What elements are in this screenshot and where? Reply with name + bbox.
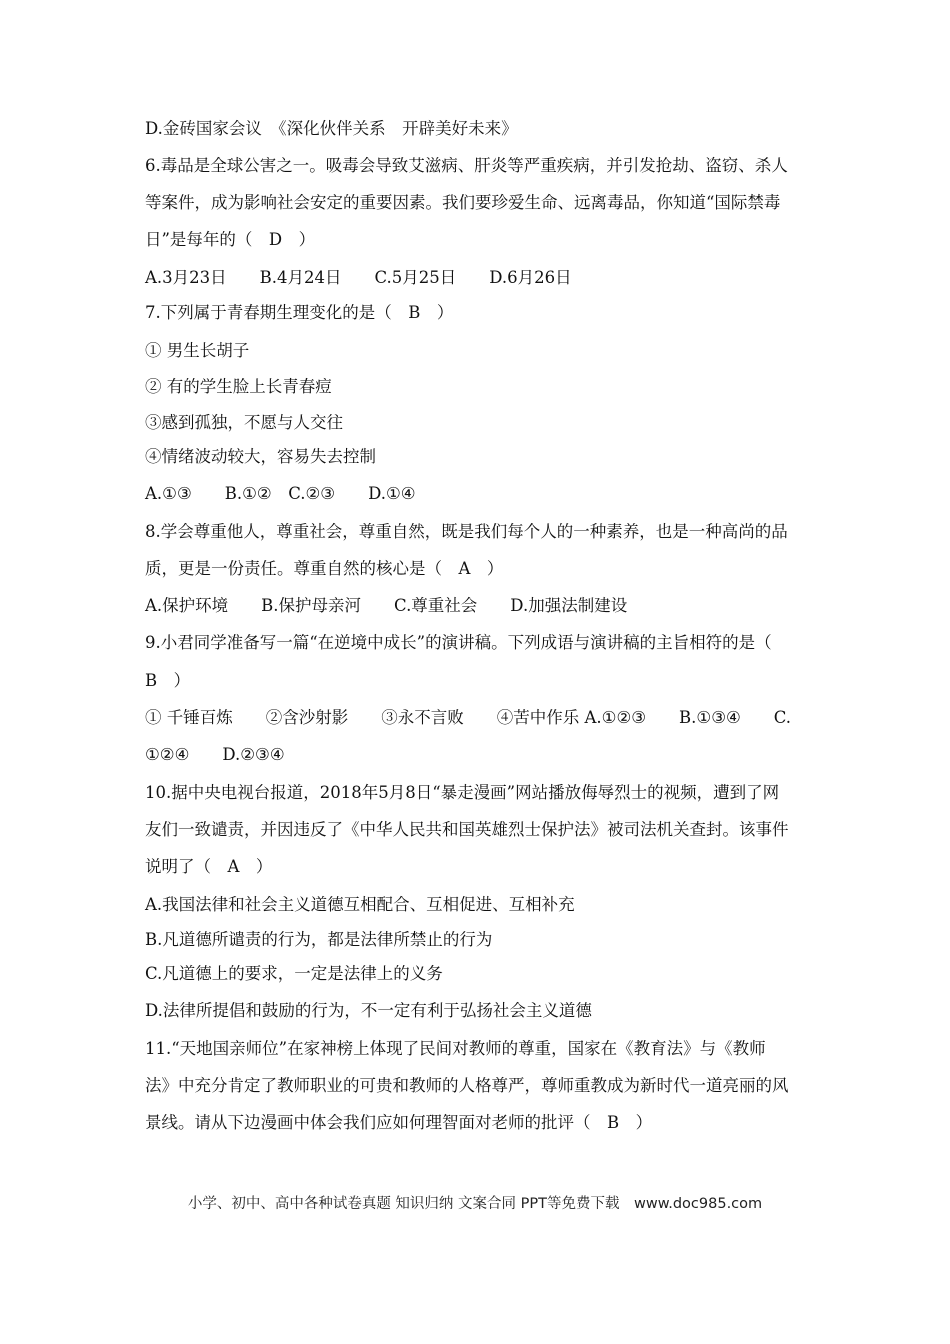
question-11-text-line-3: 景线。请从下边漫画中体会我们应如何理智面对老师的批评（ B ） [145, 1113, 653, 1132]
question-9-options-line-2: ①②④ D.②③④ [145, 745, 285, 764]
question-10-option-c: C.凡道德上的要求，一定是法律上的义务 [145, 964, 443, 983]
question-10-text-line-1: 10.据中央电视台报道，2018年5月8日“暴走漫画”网站播放侮辱烈士的视频，遭到了网 [145, 783, 780, 802]
question-7-item-1: ① 男生长胡子 [145, 341, 250, 360]
question-7-item-2: ② 有的学生脸上长青春痘 [145, 377, 332, 396]
question-10-option-a: A.我国法律和社会主义道德互相配合、互相促进、互相补充 [145, 895, 575, 914]
question-6-text-line-1: 6.毒品是全球公害之一。吸毒会导致艾滋病、肝炎等严重疾病，并引发抢劫、盗窃、杀人 [145, 156, 788, 175]
question-7-item-3: ③感到孤独，不愿与人交往 [145, 413, 343, 432]
question-7-options: A.①③ B.①② C.②③ D.①④ [145, 484, 416, 503]
question-6-text-line-3: 日”是每年的（ D ） [145, 230, 316, 249]
question-7-item-4: ④情绪波动较大，容易失去控制 [145, 447, 376, 466]
question-6-options: A.3月23日 B.4月24日 C.5月25日 D.6月26日 [145, 268, 572, 287]
question-10-text-line-2: 友们一致谴责，并因违反了《中华人民共和国英雄烈士保护法》被司法机关查封。该事件 [145, 820, 789, 839]
question-9-items-and-options: ① 千锤百炼 ②含沙射影 ③永不言败 ④苦中作乐 A.①②③ B.①③④ C. [145, 708, 792, 727]
question-9-text-line-1: 9.小君同学准备写一篇“在逆境中成长”的演讲稿。下列成语与演讲稿的主旨相符的是（ [145, 633, 772, 652]
question-10-text-line-3: 说明了（ A ） [145, 857, 273, 876]
question-11-text-line-2: 法》中充分肯定了教师职业的可贵和教师的人格尊严，尊师重教成为新时代一道亮丽的风 [145, 1076, 789, 1095]
question-8-options: A.保护环境 B.保护母亲河 C.尊重社会 D.加强法制建设 [145, 596, 628, 615]
question-9-text-line-2: B ） [145, 671, 191, 690]
question-6-text-line-2: 等案件，成为影响社会安定的重要因素。我们要珍爱生命、远离毒品，你知道“国际禁毒 [145, 193, 781, 212]
question-11-text-line-1: 11.“天地国亲师位”在家神榜上体现了民间对教师的尊重，国家在《教育法》与《教师 [145, 1039, 766, 1058]
page-footer: 小学、初中、高中各种试卷真题 知识归纳 文案合同 PPT等免费下载 www.doc985.com [187, 1196, 763, 1212]
question-5-option-d: D.金砖国家会议 《深化伙伴关系 开辟美好未来》 [145, 119, 518, 138]
question-10-option-d: D.法律所提倡和鼓励的行为，不一定有利于弘扬社会主义道德 [145, 1001, 592, 1020]
question-7-text: 7.下列属于青春期生理变化的是（ B ） [145, 303, 454, 322]
question-10-option-b: B.凡道德所谴责的行为，都是法律所禁止的行为 [145, 930, 493, 949]
question-8-text-line-1: 8.学会尊重他人，尊重社会，尊重自然，既是我们每个人的一种素养，也是一种高尚的品 [145, 522, 788, 541]
question-8-text-line-2: 质，更是一份责任。尊重自然的核心是（ A ） [145, 559, 504, 578]
